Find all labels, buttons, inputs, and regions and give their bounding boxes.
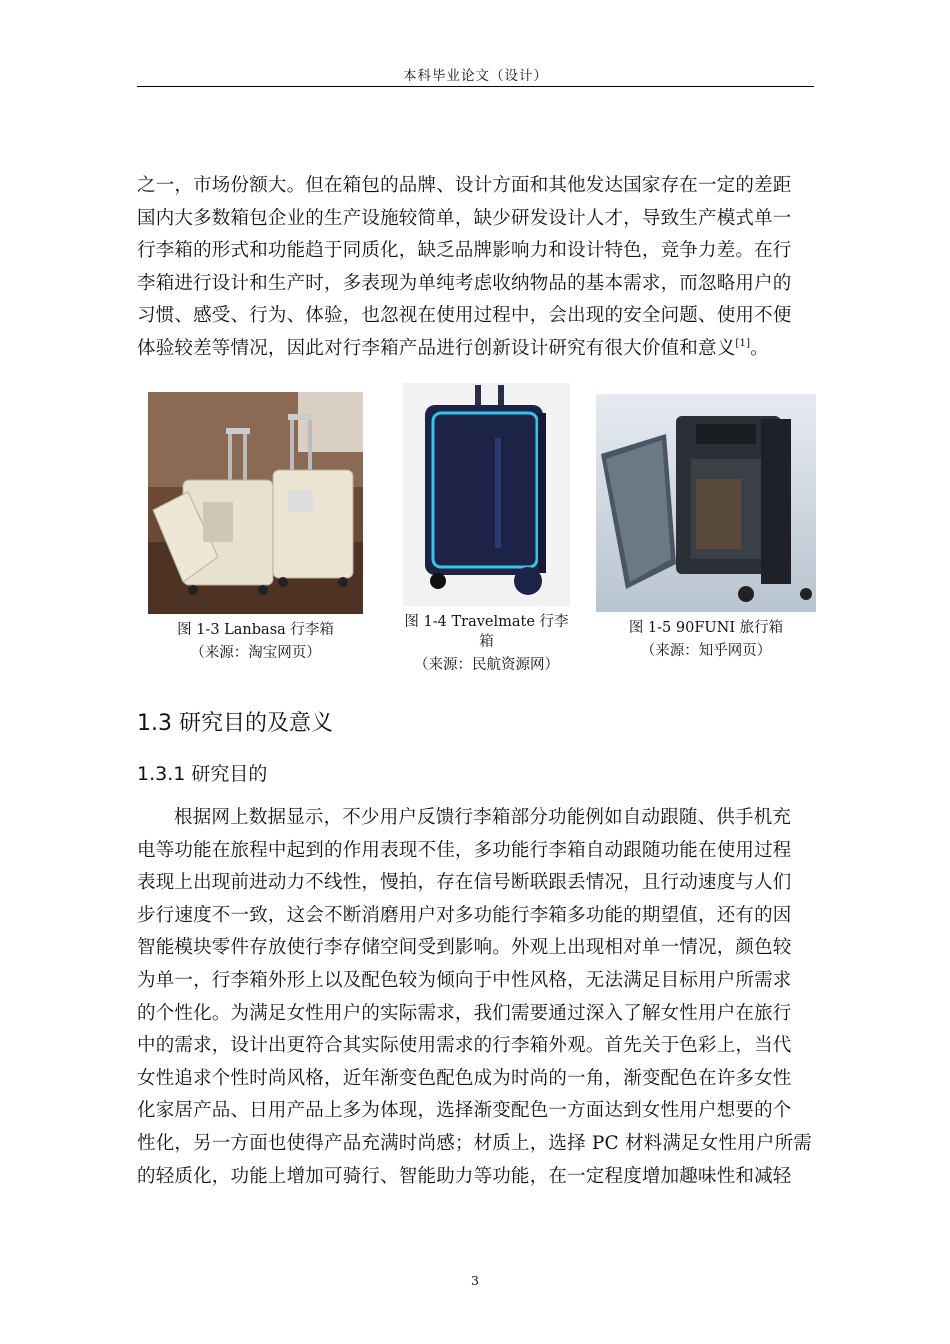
text-line: 女性追求个性时尚风格，近年渐变色配色成为时尚的一角，渐变配色在许多女性 <box>137 1067 792 1089</box>
citation-ref: [1] <box>735 337 751 349</box>
figure-caption-line: 箱 <box>479 634 494 650</box>
figure-1-5 <box>594 394 818 661</box>
figure-caption <box>390 612 583 652</box>
figure-caption-line: 图 1-4 Travelmate 行李 <box>404 614 569 630</box>
text-line: 之一，市场份额大。但在箱包的品牌、设计方面和其他发达国家存在一定的差距 <box>137 175 792 196</box>
text-line: 中的需求，设计出更符合其实际使用需求的行李箱外观。首先关于色彩上，当代 <box>137 1035 792 1057</box>
text-line: 电等功能在旅程中起到的作用表现不佳，多功能行李箱自动跟随功能在使用过程 <box>137 839 792 861</box>
text-line: 的轻质化，功能上增加可骑行、智能助力等功能，在一定程度增加趣味性和减轻 <box>137 1165 792 1187</box>
figure-source: （来源：淘宝网页） <box>190 645 321 661</box>
page-number: 3 <box>471 1273 479 1288</box>
text-line: 化家居产品、日用产品上多为体现，选择渐变配色一方面达到女性用户想要的个 <box>137 1100 792 1122</box>
section-heading: 1.3 研究目的及意义 <box>137 711 333 736</box>
figure-source: （来源：民航资源网） <box>414 657 559 673</box>
figure-1-4 <box>390 383 583 675</box>
text-line: 为单一，行李箱外形上以及配色较为倾向于中性风格，无法满足目标用户所需求 <box>137 969 792 991</box>
figure-source: （来源：知乎网页） <box>640 643 772 659</box>
sentence-end: 。 <box>750 337 769 359</box>
header-rule <box>137 86 814 87</box>
figure-caption: 图 1-5 90FUNI 旅行箱 <box>628 620 784 636</box>
text-line: 步行速度不一致，这会不断消磨用户对多功能行李箱多功能的期望值，还有的因 <box>137 904 792 926</box>
text-line: 行李箱的形式和功能趋于同质化，缺乏品牌影响力和设计特色，竞争力差。在行 <box>137 240 792 262</box>
text-line: 性化，另一方面也使得产品充满时尚感；材质上，选择 PC 材料满足女性用户所需 <box>137 1132 812 1154</box>
body-paragraph <box>137 802 814 1193</box>
text-line: 的个性化。为满足女性用户的实际需求，我们需要通过深入了解女性用户在旅行 <box>137 1002 792 1024</box>
text-line-last <box>137 333 814 366</box>
text-line: 表现上出现前进动力不线性，慢拍，存在信号断联跟丢情况，且行动速度与人们 <box>137 872 792 894</box>
figure-caption: 图 1-3 Lanbasa 行李箱 <box>177 622 334 638</box>
text-line: 智能模块零件存放使行李存储空间受到影响。外观上出现相对单一情况，颜色较 <box>137 937 792 959</box>
text-line: 习惯、感受、行为、体验，也忽视在使用过程中，会出现的安全问题、使用不便 <box>137 305 792 327</box>
subsection-heading: 1.3.1 研究目的 <box>137 763 268 785</box>
figure-1-3 <box>143 392 368 663</box>
intro-paragraph <box>137 170 814 366</box>
lanbasa-luggage-photo <box>148 392 363 614</box>
travelmate-luggage-photo <box>403 383 570 606</box>
90funi-luggage-photo <box>596 394 816 612</box>
text-line: 国内大多数箱包企业的生产设施较简单，缺少研发设计人才，导致生产模式单一 <box>137 207 792 229</box>
text-line: 体验较差等情况，因此对行李箱产品进行创新设计研究有很大价值和意义 <box>137 337 736 359</box>
running-header: 本科毕业论文（设计） <box>403 68 548 84</box>
text-line: 李箱进行设计和生产时，多表现为单纯考虑收纳物品的基本需求，而忽略用户的 <box>137 272 792 294</box>
text-line: 根据网上数据显示，不少用户反馈行李箱部分功能例如自动跟随、供手机充 <box>174 807 792 828</box>
